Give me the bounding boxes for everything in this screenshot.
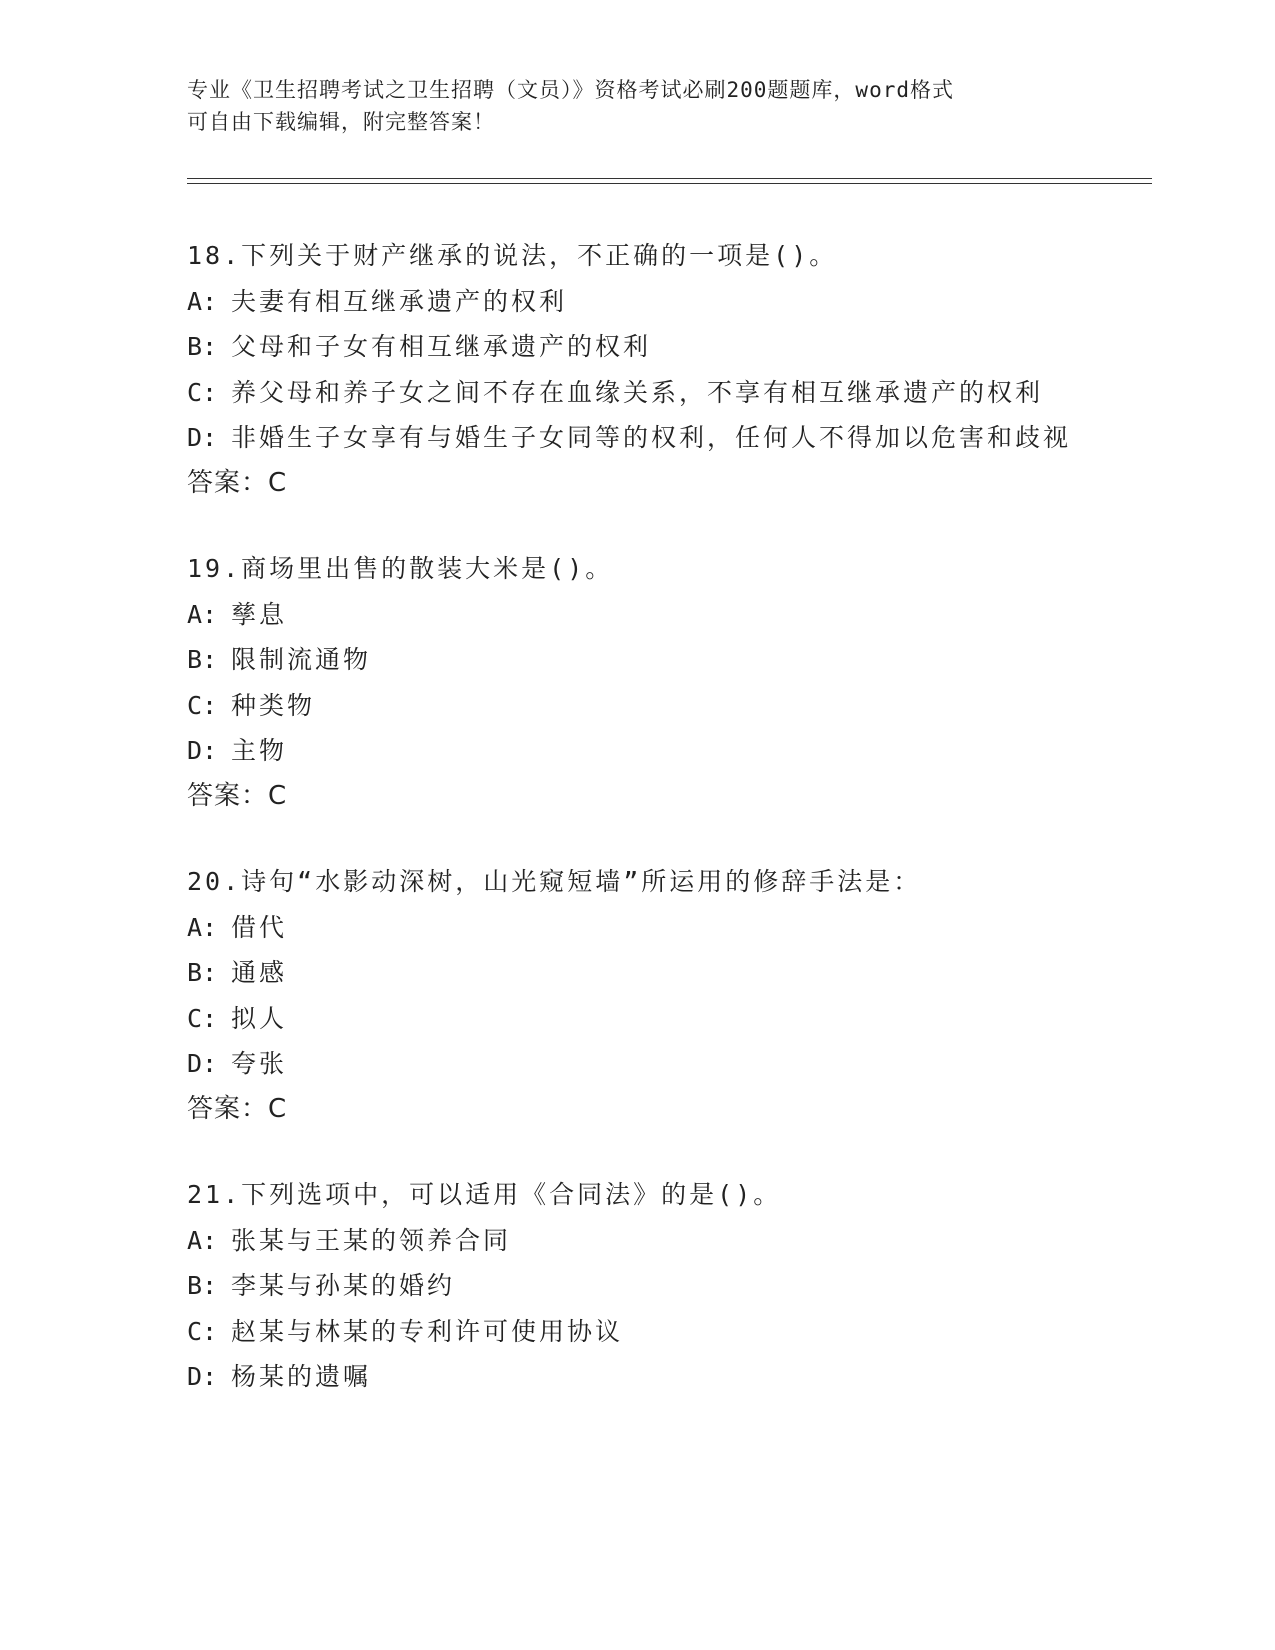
option-letter: D: — [187, 423, 218, 452]
option-b — [187, 950, 1077, 996]
option-letter: C: — [187, 690, 218, 720]
header-divider-top — [187, 178, 1152, 179]
option-letter: D: — [187, 736, 218, 765]
option-letter: B: — [187, 1271, 218, 1300]
option-c — [187, 683, 1077, 729]
option-d — [187, 415, 1077, 461]
question-19 — [187, 546, 1077, 819]
option-text: 限制流通物 — [231, 645, 372, 674]
option-a — [187, 592, 1077, 638]
option-b — [187, 1263, 1077, 1309]
option-text: 种类物 — [231, 690, 316, 720]
option-letter: D: — [187, 1362, 218, 1391]
header-line-2: 可自由下载编辑，附完整答案！ — [187, 110, 495, 134]
header-divider-bottom — [187, 183, 1152, 184]
option-letter: A: — [187, 599, 218, 629]
option-b — [187, 637, 1077, 683]
option-letter: C: — [187, 1003, 218, 1033]
question-list — [187, 233, 1077, 1440]
option-letter: D: — [187, 1049, 218, 1078]
question-20 — [187, 859, 1077, 1132]
question-title: 21.下列选项中，可以适用《合同法》的是()。 — [187, 1180, 782, 1209]
option-letter: B: — [187, 332, 218, 361]
option-letter: B: — [187, 645, 218, 674]
document-header — [187, 74, 1067, 138]
option-text: 赵某与林某的专利许可使用协议 — [231, 1316, 624, 1346]
option-text: 夫妻有相互继承遗产的权利 — [231, 286, 568, 316]
option-c — [187, 996, 1077, 1042]
question-21 — [187, 1172, 1077, 1400]
option-b — [187, 324, 1077, 370]
header-line-1: 专业《卫生招聘考试之卫生招聘（文员）》资格考试必刷200题题库，word格式 — [187, 78, 954, 102]
question-title: 19.商场里出售的散装大米是()。 — [187, 554, 614, 583]
answer-label: 答案：C — [187, 780, 288, 811]
question-title: 20.诗句“水影动深树，山光窥短墙”所运用的修辞手法是： — [187, 867, 922, 896]
option-d — [187, 1041, 1077, 1087]
option-text: 孳息 — [231, 599, 288, 629]
option-letter: B: — [187, 958, 218, 987]
option-a — [187, 905, 1077, 951]
option-a — [187, 1218, 1077, 1264]
option-text: 李某与孙某的婚约 — [231, 1271, 456, 1300]
option-a — [187, 279, 1077, 325]
option-letter: C: — [187, 1316, 218, 1346]
question-18 — [187, 233, 1077, 506]
option-text: 杨某的遗嘱 — [231, 1362, 372, 1391]
option-text: 借代 — [231, 912, 288, 942]
option-text: 养父母和养子女之间不存在血缘关系，不享有相互继承遗产的权利 — [231, 377, 1044, 407]
answer-label: 答案：C — [187, 1093, 288, 1124]
option-letter: A: — [187, 1225, 218, 1255]
option-text: 张某与王某的领养合同 — [231, 1225, 512, 1255]
option-text: 通感 — [231, 958, 288, 987]
question-title: 18.下列关于财产继承的说法，不正确的一项是()。 — [187, 241, 838, 270]
option-text: 父母和子女有相互继承遗产的权利 — [231, 332, 652, 361]
option-text: 非婚生子女享有与婚生子女同等的权利，任何人不得加以危害和歧视 — [231, 423, 1072, 452]
option-text: 拟人 — [231, 1003, 288, 1033]
answer-label: 答案：C — [187, 467, 288, 498]
option-letter: C: — [187, 377, 218, 407]
option-d — [187, 728, 1077, 774]
option-text: 主物 — [231, 736, 288, 765]
option-letter: A: — [187, 912, 218, 942]
option-letter: A: — [187, 286, 218, 316]
option-d — [187, 1354, 1077, 1400]
option-text: 夸张 — [231, 1049, 288, 1078]
option-c — [187, 1309, 1077, 1355]
option-c — [187, 370, 1077, 416]
